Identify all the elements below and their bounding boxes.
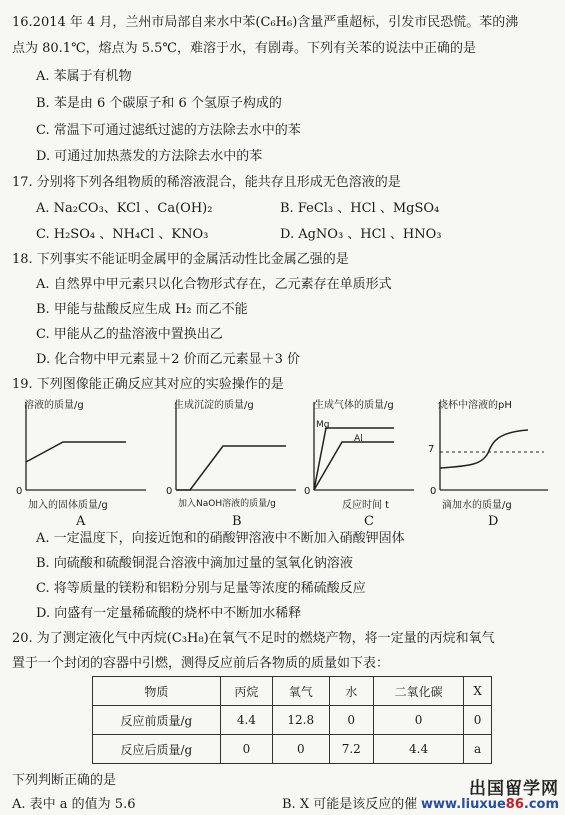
q16-stem-line1: 16.2014 年 4 月，兰州市局部自来水中苯(C₆H₆)含量严重超标，引发市民恐慌。苯的沸	[12, 15, 519, 30]
graph-a	[16, 398, 158, 529]
table-cell: 0	[329, 706, 373, 735]
q16-stem-line2: 点为 80.1℃，熔点为 5.5℃，难溶于水，有剧毒。下列有关苯的说法中正确的是	[12, 41, 476, 56]
graph-a-curve	[26, 442, 126, 462]
q19-option-b: B. 向硫酸和硫酸铜混合溶液中滴加过量的氢氧化钠溶液	[36, 556, 353, 571]
site-watermark	[421, 781, 559, 813]
watermark-url-number: 86	[505, 797, 524, 812]
graph-a-xlabel: 加入的固体质量/g	[28, 500, 108, 511]
table-cell: 反应后质量/g	[93, 735, 221, 764]
graph-d-xlabel: 滴加水的质量/g	[442, 500, 512, 511]
table-cell: 4.4	[220, 706, 272, 735]
watermark-url-part: www.liuxue	[421, 797, 506, 812]
mass-table	[92, 676, 492, 764]
graph-c-origin: 0	[304, 486, 311, 497]
table-cell: a	[464, 735, 492, 764]
q17-option-a: A. Na₂CO₃、KCl 、Ca(OH)₂	[36, 201, 213, 216]
graph-b-plot	[168, 398, 298, 494]
table-cell: 0	[373, 706, 463, 735]
q19-option-a: A. 一定温度下，向接近饱和的硝酸钾溶液中不断加入硝酸钾固体	[36, 531, 405, 546]
graph-a-ylabel: 溶液的质量/g	[24, 400, 84, 411]
q20-stem-line2: 置于一个封闭的容器中引燃，测得反应前后各物质的质量如下表：	[12, 656, 390, 671]
table-row	[93, 706, 492, 735]
q20-stem-line1: 20. 为了测定液化气中丙烷(C₃H₈)在氧气不足时的燃烧产物，将一定量的丙烷和氧气	[12, 631, 495, 646]
q16-option-c: C. 常温下可通过滤纸过滤的方法除去水中的苯	[36, 123, 301, 138]
table-cell: 0	[220, 735, 272, 764]
graph-d	[428, 398, 565, 529]
q20-option-b: B. X 可能是该反应的催	[282, 797, 418, 812]
graph-d-origin: 0	[430, 486, 437, 497]
table-header-cell: 氧气	[273, 677, 330, 706]
q18-option-c: C. 甲能从乙的盐溶液中置换出乙	[36, 327, 223, 342]
q17-option-d: D. AgNO₃ 、HCl 、HNO₃	[280, 227, 442, 242]
graph-a-origin: 0	[16, 486, 23, 497]
q16-option-a: A. 苯属于有机物	[36, 69, 132, 84]
q18-stem: 18. 下列事实不能证明金属甲的金属活动性比金属乙强的是	[12, 252, 349, 267]
table-cell: 12.8	[273, 706, 330, 735]
graph-b-ylabel: 生成沉淀的质量/g	[174, 400, 254, 411]
table-cell: 4.4	[373, 735, 463, 764]
table-cell: 7.2	[329, 735, 373, 764]
table-row	[93, 735, 492, 764]
graph-b	[166, 398, 311, 529]
table-header-cell: 水	[329, 677, 373, 706]
graph-b-xlabel: 加入NaOH溶液的质量/g	[178, 499, 276, 509]
graph-c-ylabel: 生成气体的质量/g	[314, 400, 394, 411]
q19-option-c: C. 将等质量的镁粉和铝粉分别与足量等浓度的稀硫酸反应	[36, 581, 366, 596]
graph-b-curve	[176, 446, 286, 490]
table-cell: 0	[273, 735, 330, 764]
q17-option-c: C. H₂SO₄ 、NH₄Cl 、KNO₃	[36, 227, 209, 242]
q17-stem: 17. 分别将下列各组物质的稀溶液混合，能共存且形成无色溶液的是	[12, 175, 401, 190]
q19-stem: 19. 下列图像能正确反应其对应的实验操作的是	[12, 377, 284, 392]
graph-c-series-mg: Mg	[316, 420, 330, 430]
q18-option-d: D. 化合物中甲元素显＋2 价而乙元素显＋3 价	[36, 352, 301, 367]
graph-c-curve-al	[314, 442, 394, 490]
q20-option-a: A. 表中 a 的值为 5.6	[12, 797, 136, 812]
table-cell: 反应前质量/g	[93, 706, 221, 735]
q17-option-b: B. FeCl₃ 、HCl 、MgSO₄	[280, 201, 440, 216]
table-header-cell: 二氧化碳	[373, 677, 463, 706]
graph-b-letter: B	[232, 514, 242, 529]
table-header-cell: X	[464, 677, 492, 706]
graph-a-plot	[18, 398, 148, 494]
graph-c-letter: C	[364, 514, 374, 529]
watermark-url	[421, 797, 559, 813]
table-cell: 0	[464, 706, 492, 735]
graph-c-plot	[306, 398, 416, 494]
table-header-cell: 物质	[93, 677, 221, 706]
q18-option-b: B. 甲能与盐酸反应生成 H₂ 而乙不能	[36, 302, 248, 317]
graph-d-letter: D	[488, 514, 499, 529]
graph-d-plot	[432, 398, 550, 494]
graph-a-letter: A	[76, 514, 86, 529]
q20-judge: 下列判断正确的是	[12, 773, 117, 788]
graph-c	[304, 398, 446, 529]
table-header-row	[93, 677, 492, 706]
graph-d-curve	[440, 430, 528, 468]
graph-c-series-al: Al	[354, 434, 363, 444]
graph-d-ref-label: 7	[428, 444, 435, 455]
q19-option-d: D. 向盛有一定量稀硫酸的烧杯中不断加水稀释	[36, 606, 302, 621]
graph-b-origin: 0	[166, 486, 173, 497]
q18-option-a: A. 自然界中甲元素只以化合物形式存在，乙元素存在单质形式	[36, 277, 392, 292]
graph-c-xlabel: 反应时间 t	[342, 500, 390, 511]
q16-option-b: B. 苯是由 6 个碳原子和 6 个氢原子构成的	[36, 96, 282, 111]
q16-option-d: D. 可通过加热蒸发的方法除去水中的苯	[36, 149, 263, 164]
watermark-site-name: 出国留学网	[469, 779, 559, 799]
table-header-cell: 丙烷	[220, 677, 272, 706]
graph-d-ylabel: 烧杯中溶液的pH	[438, 400, 512, 411]
watermark-url-tld: .com	[523, 797, 559, 812]
